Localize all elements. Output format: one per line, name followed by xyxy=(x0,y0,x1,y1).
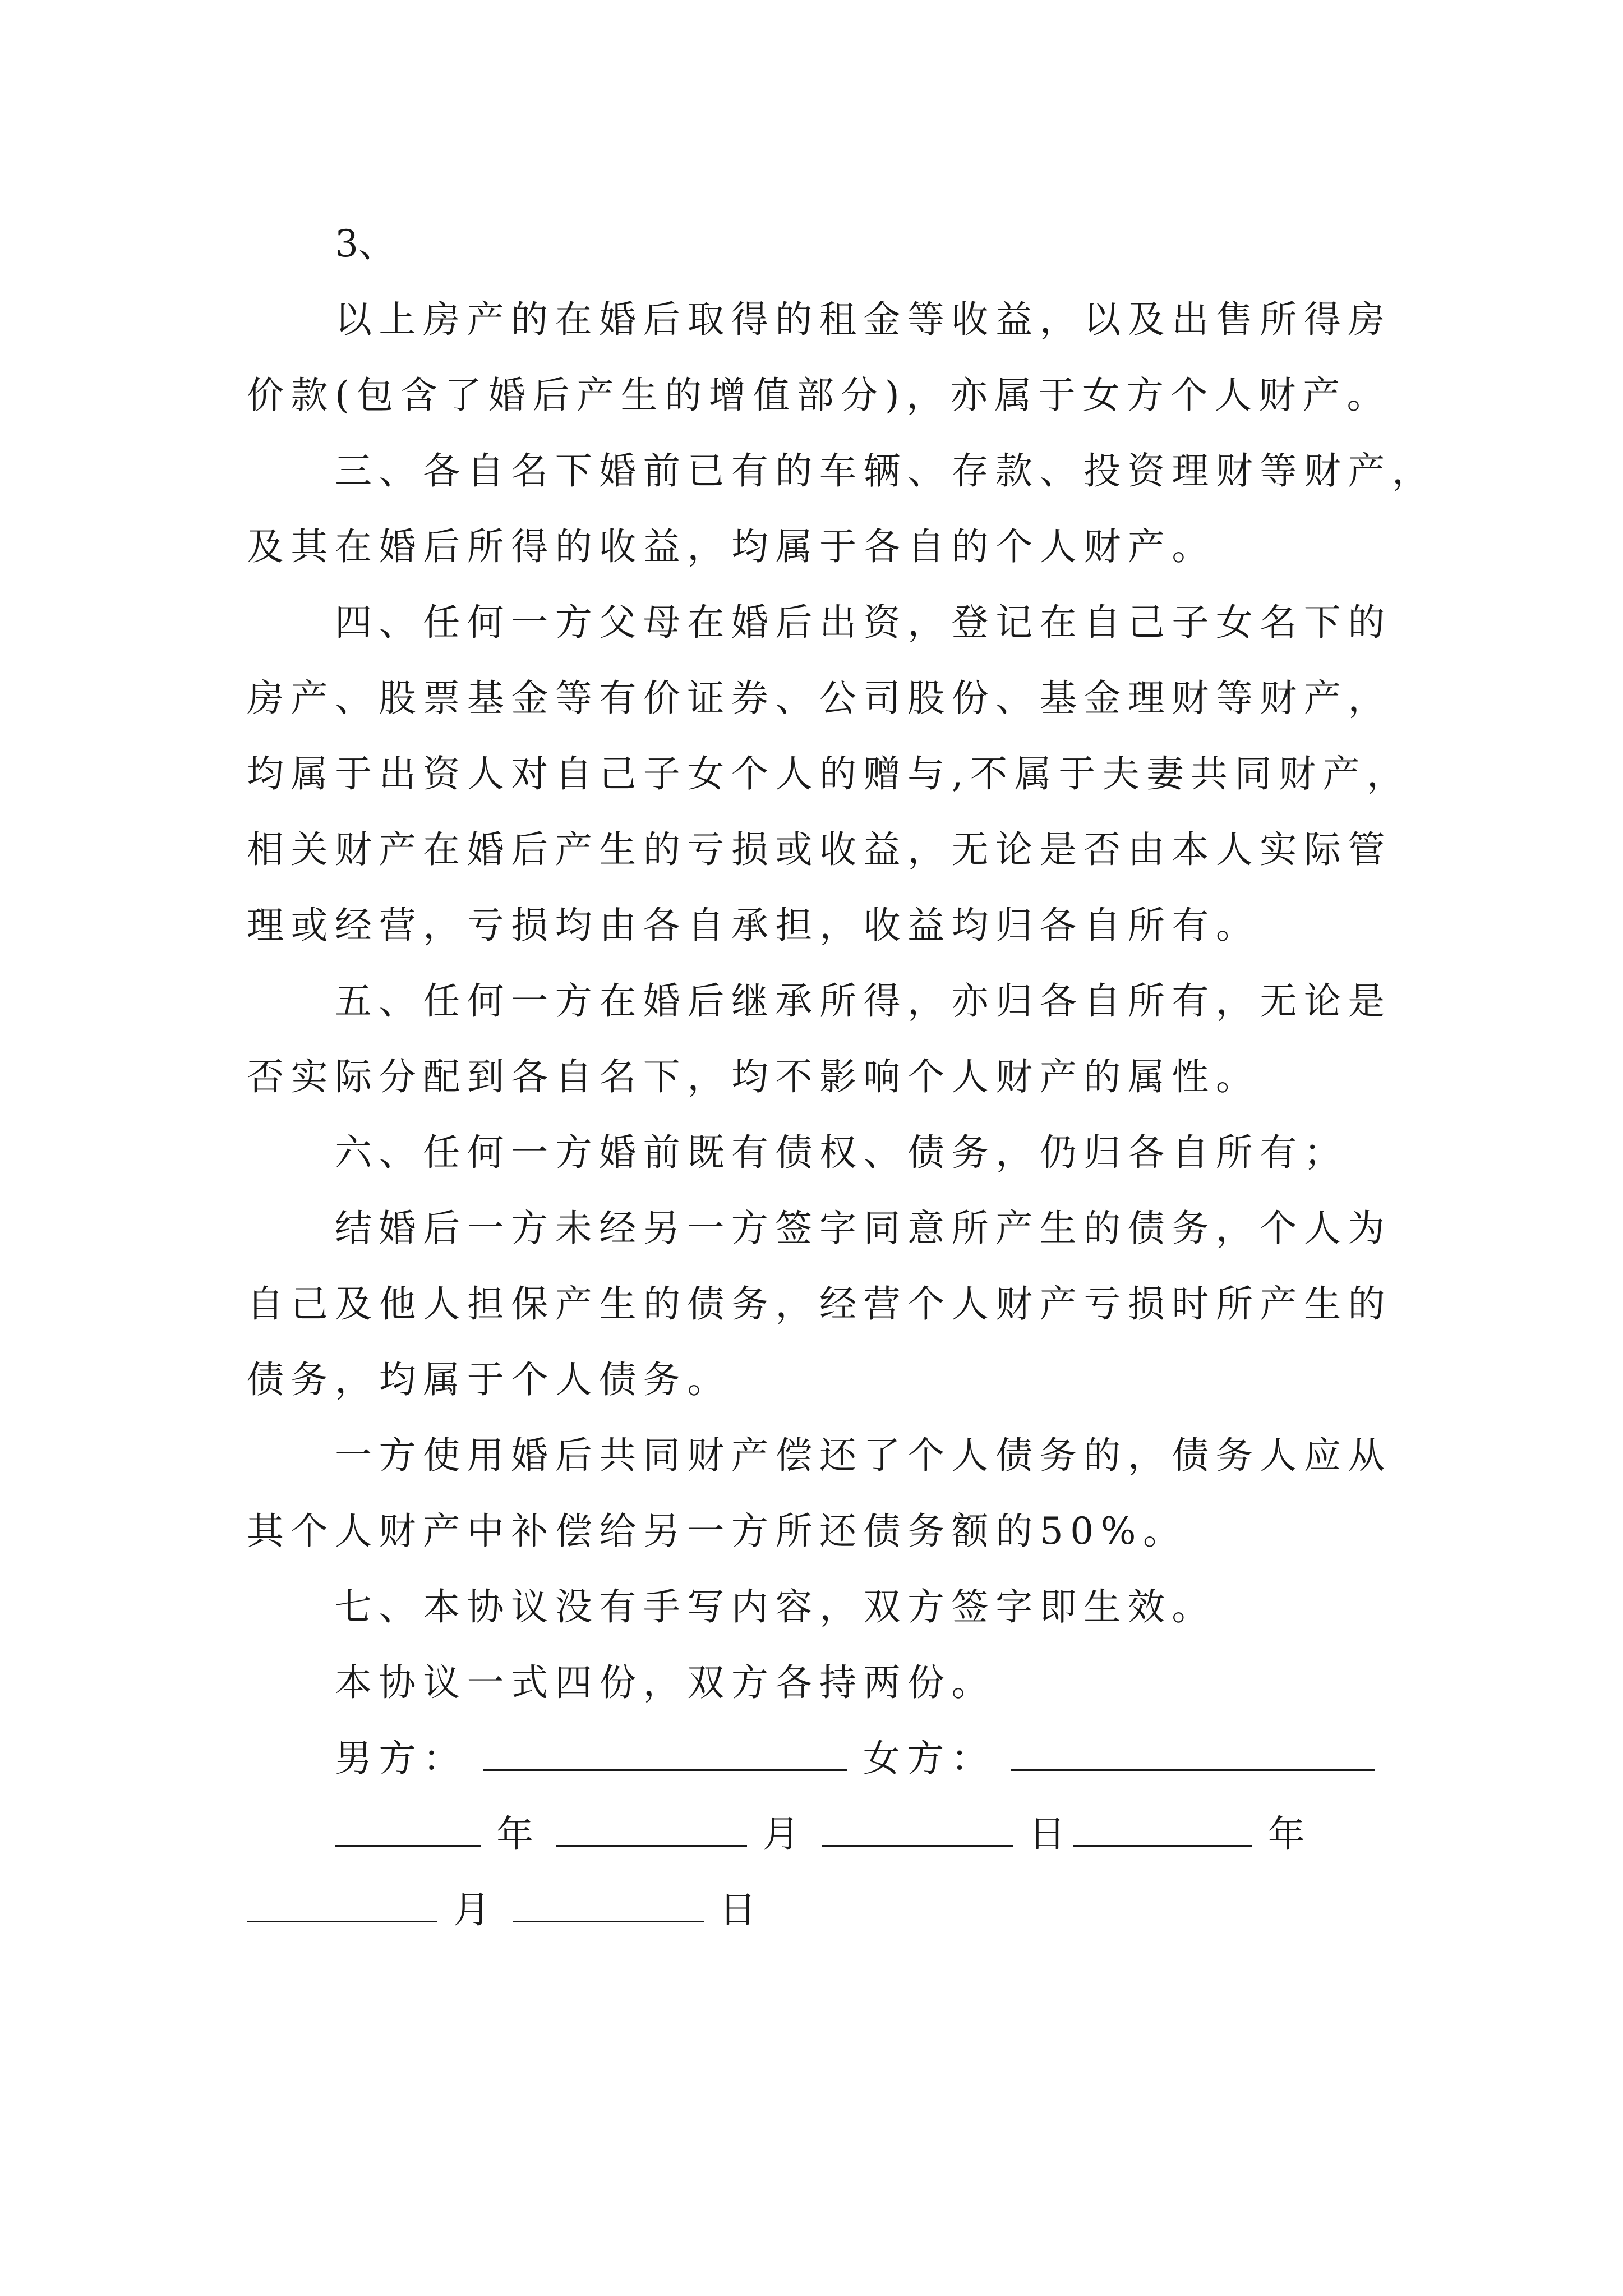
female-signature-field[interactable] xyxy=(1011,1734,1375,1771)
year-label: 年 xyxy=(496,1812,541,1856)
clause-6-line: 六、任何一方婚前既有债权、债务，仍归各自所有； xyxy=(335,1131,1348,1174)
male-day-field[interactable] xyxy=(822,1810,1013,1847)
clause-3-line: 及其在婚后所得的收益，均属于各自的个人财产。 xyxy=(247,525,1216,568)
clause-4-line: 相关财产在婚后产生的亏损或收益，无论是否由本人实际管 xyxy=(247,828,1393,871)
day-label: 日 xyxy=(1029,1812,1073,1856)
clause-5-line: 否实际分配到各自名下，均不影响个人财产的属性。 xyxy=(247,1055,1260,1098)
clause-4-line: 均属于出资人对自己子女个人的赠与,不属于夫妻共同财产， xyxy=(247,752,1411,795)
male-month-field[interactable] xyxy=(556,1810,747,1847)
paragraph-line: 债务，均属于个人债务。 xyxy=(247,1358,731,1401)
clause-3-line: 三、各自名下婚前已有的车辆、存款、投资理财等财产， xyxy=(335,449,1436,493)
paragraph-line: 其个人财产中补偿给另一方所还债务额的50%。 xyxy=(247,1510,1187,1553)
female-label: 女方： xyxy=(863,1737,995,1780)
clause-5-line: 五、任何一方在婚后继承所得，亦归各自所有，无论是 xyxy=(335,979,1392,1023)
paragraph-line: 自己及他人担保产生的债务，经营个人财产亏损时所产生的 xyxy=(247,1282,1393,1326)
item-3-number: 3、 xyxy=(335,222,395,265)
copies-line: 本协议一式四份，双方各持两份。 xyxy=(335,1661,996,1704)
paragraph-line: 以上房产的在婚后取得的租金等收益，以及出售所得房 xyxy=(335,298,1392,341)
paragraph-line: 一方使用婚后共同财产偿还了个人债务的，债务人应从 xyxy=(335,1434,1392,1477)
paragraph-line: 价款(包含了婚后产生的增值部分)，亦属于女方个人财产。 xyxy=(247,374,1391,417)
month-label: 月 xyxy=(762,1812,807,1856)
paragraph-line: 结婚后一方未经另一方签字同意所产生的债务，个人为 xyxy=(335,1207,1392,1250)
clause-4-line: 理或经营，亏损均由各自承担，收益均归各自所有。 xyxy=(247,904,1260,947)
male-signature-field[interactable] xyxy=(483,1734,847,1771)
year-label: 年 xyxy=(1267,1812,1312,1856)
month-label: 月 xyxy=(453,1888,497,1931)
date-row-1 xyxy=(0,1806,1623,1862)
day-label: 日 xyxy=(719,1888,764,1931)
female-year-field[interactable] xyxy=(1073,1810,1252,1847)
female-month-field[interactable] xyxy=(247,1886,437,1922)
male-label: 男方： xyxy=(335,1737,467,1780)
signature-row xyxy=(0,1731,1623,1787)
clause-4-line: 房产、股票基金等有价证券、公司股份、基金理财等财产， xyxy=(247,677,1393,720)
clause-7-line: 七、本协议没有手写内容，双方签字即生效。 xyxy=(335,1585,1216,1628)
male-year-field[interactable] xyxy=(335,1810,481,1847)
clause-4-line: 四、任何一方父母在婚后出资，登记在自己子女名下的 xyxy=(335,601,1392,644)
female-day-field[interactable] xyxy=(513,1886,704,1922)
date-row-2 xyxy=(0,1882,1623,1938)
